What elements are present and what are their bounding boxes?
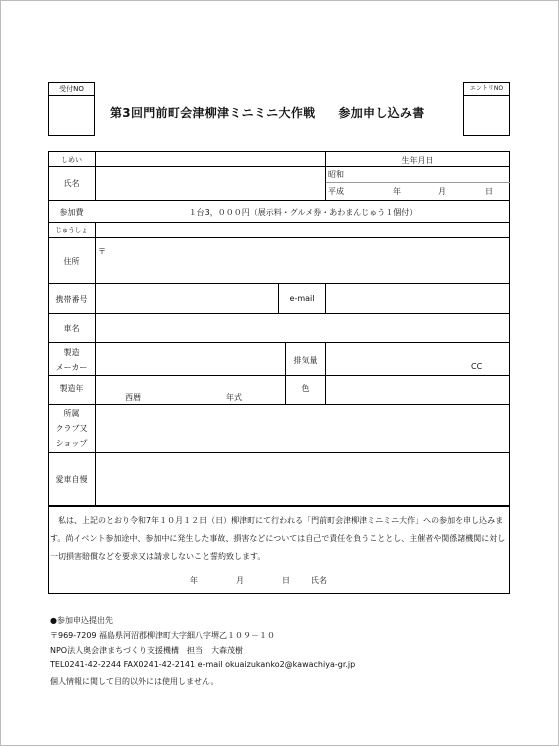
footer-address: 〒969-7209 福島県河沼郡柳津町大字細八字堺乙１０９－１０ bbox=[50, 631, 276, 640]
seireki-label: 西暦 bbox=[125, 393, 141, 402]
entry-number-label: エントリNO bbox=[464, 83, 509, 96]
era-heisei: 平成 bbox=[328, 187, 344, 196]
furigana-label: しめい bbox=[61, 156, 82, 164]
maker-label-line2: メーカー bbox=[55, 363, 88, 372]
furigana-field[interactable] bbox=[96, 152, 324, 166]
club-label-line1: 所属 bbox=[63, 409, 80, 418]
sign-month-unit: 月 bbox=[236, 576, 244, 585]
year-made-label: 製造年 bbox=[59, 384, 84, 393]
birthdate-label: 生年月日 bbox=[401, 156, 434, 165]
email-label: e-mail bbox=[289, 294, 315, 303]
address-kana-field[interactable] bbox=[96, 223, 510, 237]
pride-label: 愛車自慢 bbox=[55, 475, 88, 484]
displacement-label: 排気量 bbox=[293, 356, 318, 365]
birth-year-unit: 年 bbox=[393, 187, 401, 196]
declaration-text: 私は、上記のとおり令和7年１０月１２日（日）柳津町にて行われる「門前町会津柳津ミニミニ大作」への参加を申し込みます。尚イベント参加途中、参加中に発生した事故、損害などについては自己で責任を負うこととし、主催者や関係諸機関に対し一切損害賠償などを要求又は請求しないこと誓約致します。 bbox=[50, 516, 506, 561]
postal-mark: 〒 bbox=[98, 247, 106, 256]
address-kana-label: じゅうしょ bbox=[55, 226, 88, 234]
club-label-line3: ショップ bbox=[55, 439, 88, 448]
form-title bbox=[110, 104, 450, 121]
maker-label-line1: 製造 bbox=[63, 348, 80, 357]
nenshiki-label: 年式 bbox=[226, 393, 242, 402]
sign-day-unit: 日 bbox=[282, 576, 290, 585]
fee-label: 参加費 bbox=[59, 208, 84, 217]
club-label-line2: クラブ又 bbox=[55, 424, 88, 433]
era-showa: 昭和 bbox=[328, 170, 344, 179]
event-title: 第3回門前町会津柳津ミニミニ大作戦 bbox=[110, 106, 316, 120]
address-field[interactable] bbox=[110, 238, 510, 283]
name-label: 氏名 bbox=[63, 179, 80, 188]
color-label: 色 bbox=[301, 384, 310, 393]
email-field[interactable] bbox=[326, 284, 510, 313]
maker-field[interactable] bbox=[96, 343, 285, 375]
receipt-number-label: 受付NO bbox=[49, 83, 94, 96]
displacement-field[interactable] bbox=[326, 343, 510, 375]
color-field[interactable] bbox=[326, 376, 510, 404]
pride-field[interactable] bbox=[96, 453, 510, 505]
footer-heading: ●参加申込提出先 bbox=[50, 616, 113, 625]
footer-contact: TEL0241-42-2244 FAX0241-42-2141 e-mail okuaizukanko2@kawachiya-gr.jp bbox=[50, 660, 356, 669]
receipt-number-box[interactable] bbox=[48, 82, 95, 136]
car-name-field[interactable] bbox=[96, 314, 510, 342]
address-label: 住所 bbox=[63, 257, 80, 266]
car-name-label: 車名 bbox=[63, 324, 80, 333]
name-field[interactable] bbox=[96, 167, 324, 200]
mobile-field[interactable] bbox=[96, 284, 278, 313]
sign-name-label: 氏名 bbox=[311, 576, 327, 585]
fee-value: １台3，０００円（展示料・グルメ券・あわまんじゅう１個付） bbox=[188, 208, 418, 217]
sign-year-unit: 年 bbox=[190, 576, 198, 585]
cc-unit: CC bbox=[471, 362, 483, 371]
mobile-label: 携帯番号 bbox=[55, 295, 88, 304]
footer-organization: NPO法人奥会津まちづくり支援機構 担当 大森茂樹 bbox=[50, 646, 244, 655]
birth-month-unit: 月 bbox=[438, 187, 446, 196]
footer-privacy: 個人情報に関して目的以外には使用しません。 bbox=[50, 677, 219, 686]
birth-day-unit: 日 bbox=[485, 187, 493, 196]
club-field[interactable] bbox=[96, 405, 510, 452]
form-subtitle: 参加申し込み書 bbox=[338, 106, 425, 120]
entry-number-box[interactable] bbox=[463, 82, 510, 136]
